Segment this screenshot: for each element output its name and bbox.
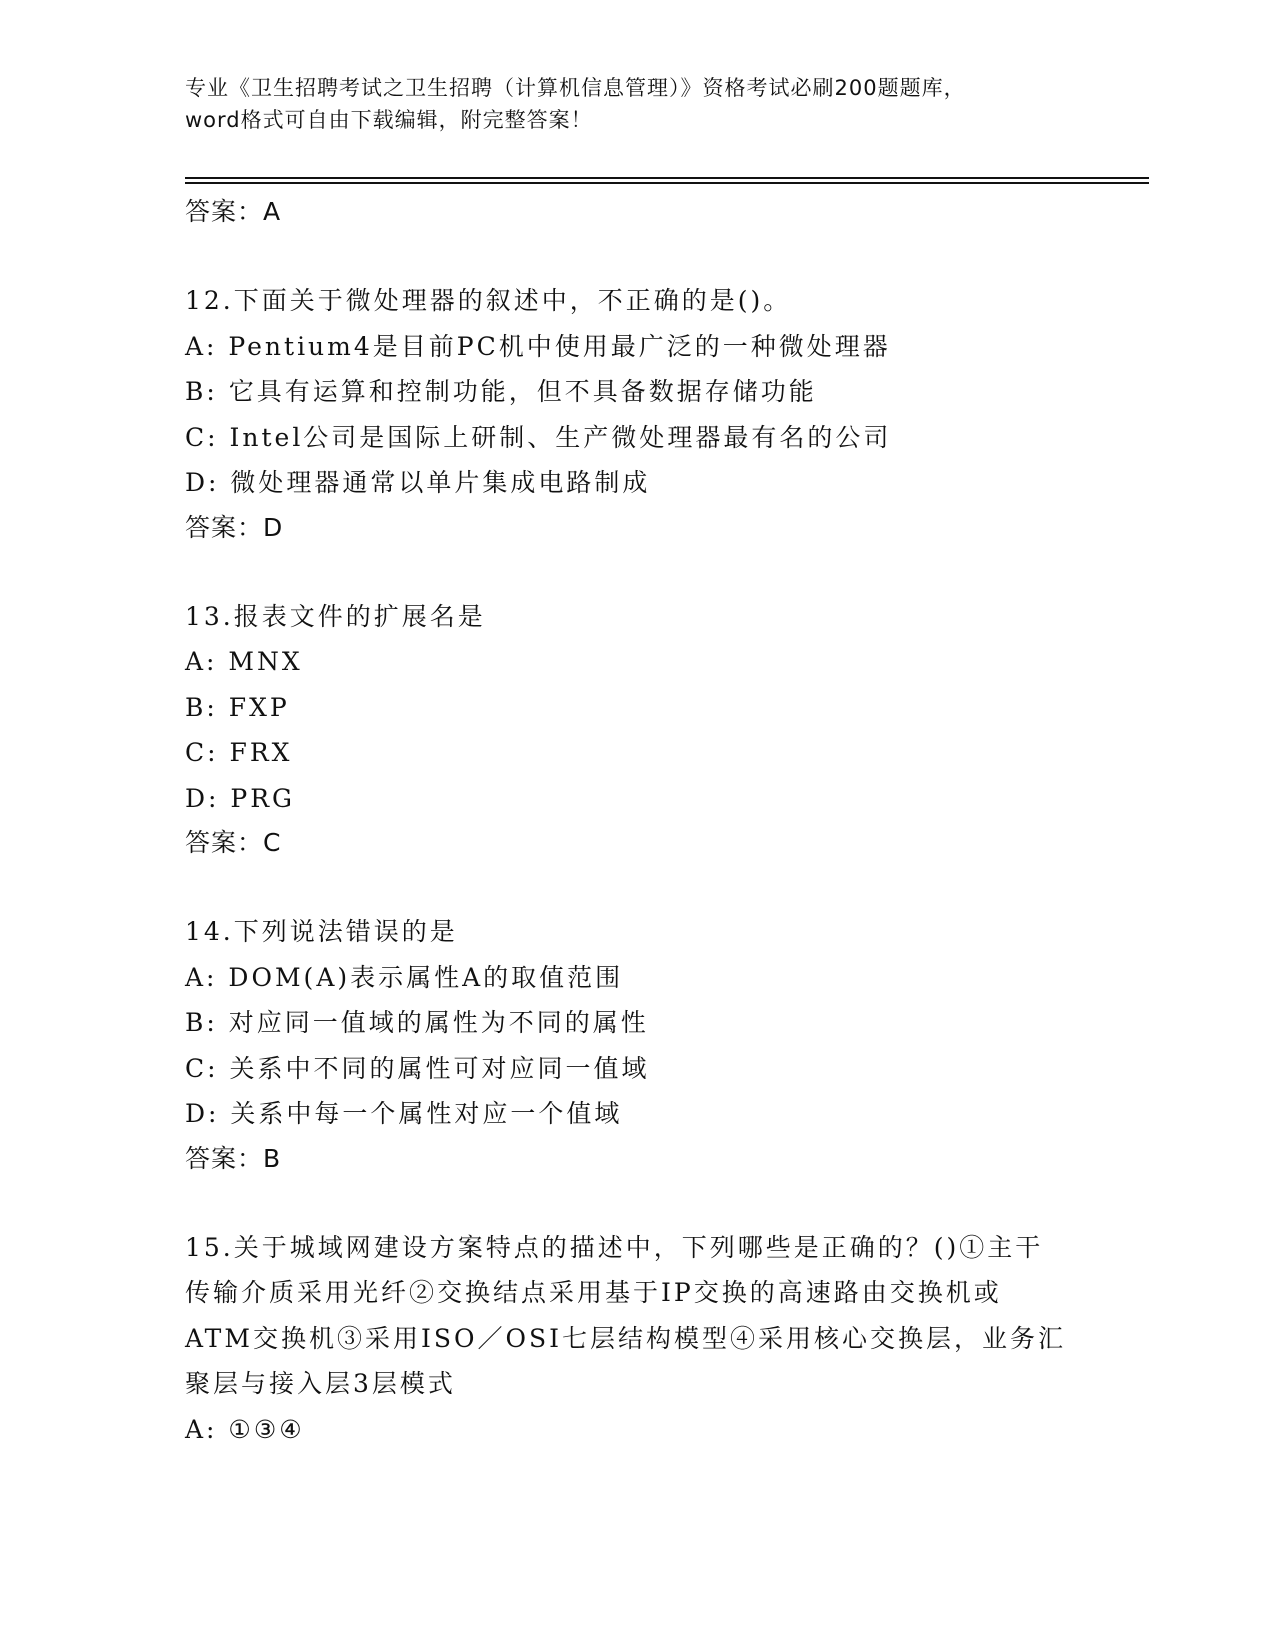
question-stem-line-2: 传输介质采用光纤②交换结点采用基于IP交换的高速路由交换机或 bbox=[185, 1278, 1002, 1307]
answer-line: 答案：B bbox=[185, 1143, 282, 1173]
answer-line: 答案：C bbox=[185, 828, 282, 857]
question-list bbox=[185, 190, 1085, 1452]
option-c: C: FRX bbox=[185, 738, 293, 767]
option-d: D: PRG bbox=[185, 783, 296, 813]
option-d: D: 关系中每一个属性对应一个值域 bbox=[185, 1099, 623, 1128]
option-a: A: Pentium4是目前PC机中使用最广泛的一种微处理器 bbox=[185, 331, 891, 361]
header-line-2: word格式可自由下载编辑，附完整答案！ bbox=[185, 108, 593, 132]
question-14 bbox=[185, 909, 1085, 1181]
answer-line: 答案：D bbox=[185, 512, 284, 542]
header-line-1: 专业《卫生招聘考试之卫生招聘（计算机信息管理）》资格考试必刷200题题库， bbox=[185, 76, 966, 100]
document-header bbox=[185, 72, 1085, 136]
option-b: B: FXP bbox=[185, 692, 290, 722]
header-rule-bottom bbox=[185, 182, 1149, 184]
option-c: C: Intel公司是国际上研制、生产微处理器最有名的公司 bbox=[185, 422, 892, 452]
answer-line: 答案：A bbox=[185, 197, 282, 226]
option-d: D: 微处理器通常以单片集成电路制成 bbox=[185, 468, 651, 497]
option-a: A: DOM(A)表示属性A的取值范围 bbox=[185, 962, 624, 992]
question-13 bbox=[185, 594, 1085, 866]
question-stem-line-4: 聚层与接入层3层模式 bbox=[185, 1369, 456, 1398]
option-a: A: ①③④ bbox=[185, 1414, 305, 1444]
option-a: A: MNX bbox=[185, 647, 303, 676]
question-stem: 14.下列说法错误的是 bbox=[185, 917, 458, 946]
question-15 bbox=[185, 1225, 1085, 1453]
question-12 bbox=[185, 278, 1085, 550]
option-b: B: 它具有运算和控制功能，但不具备数据存储功能 bbox=[185, 377, 817, 406]
question-stem: 13.报表文件的扩展名是 bbox=[185, 601, 486, 631]
question-stem-line-3: ATM交换机③采用ISO／OSI七层结构模型④采用核心交换层，业务汇 bbox=[185, 1323, 1066, 1353]
question-stem-line-1: 15.关于城域网建设方案特点的描述中，下列哪些是正确的？()①主干 bbox=[185, 1232, 1044, 1262]
header-rule-top bbox=[185, 177, 1149, 179]
option-c: C: 关系中不同的属性可对应同一值域 bbox=[185, 1053, 650, 1083]
option-b: B: 对应同一值域的属性为不同的属性 bbox=[185, 1008, 649, 1037]
question-stem: 12.下面关于微处理器的叙述中，不正确的是()。 bbox=[185, 286, 792, 315]
